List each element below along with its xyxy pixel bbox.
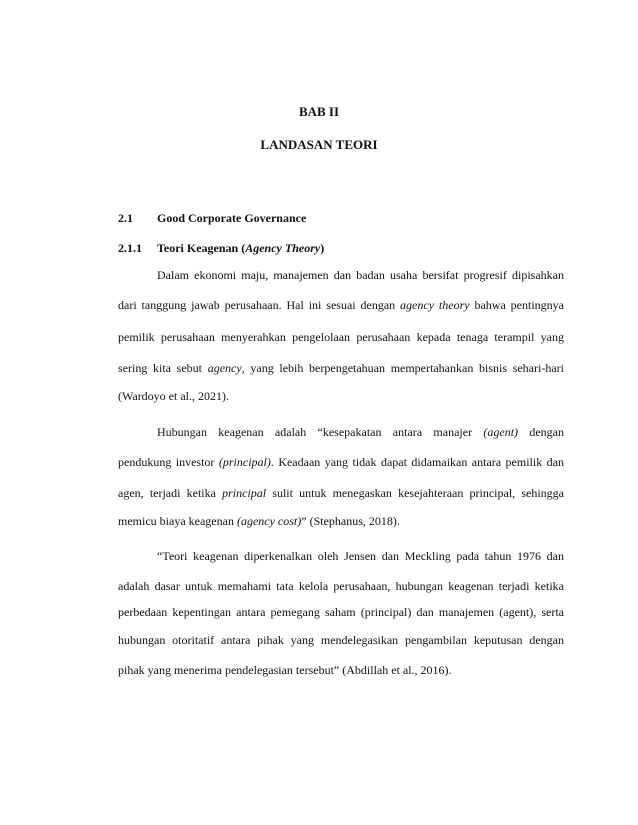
paragraph-1-line-2: dari tanggung jawab perusahaan. Hal ini sesuai dengan agency theory bahwa pentingnya (118, 298, 564, 312)
paragraph-1-line-4: sering kita sebut agency, yang lebih berpengetahuan mempertahankan bisnis sehari-hari (118, 361, 564, 375)
paragraph-1-line-1: Dalam ekonomi maju, manajemen dan badan usaha bersifat progresif dipisahkan (157, 268, 564, 282)
section-title: Good Corporate Governance (157, 211, 307, 225)
paragraph-3-line-5: pihak yang menerima pendelegasian tersebut” (Abdillah et al., 2016). (118, 663, 452, 677)
subsection-number: 2.1.1 (118, 241, 142, 255)
paragraph-3-line-1: “Teori keagenan diperkenalkan oleh Jensen dan Meckling pada tahun 1976 dan (157, 549, 564, 563)
chapter-title: LANDASAN TEORI (260, 137, 378, 152)
chapter-number: BAB II (298, 104, 340, 119)
paragraph-3-line-2: adalah dasar untuk memahami tata kelola perusahaan, hubungan keagenan terjadi ketika (118, 579, 564, 593)
paragraph-1-line-5: (Wardoyo et al., 2021). (118, 389, 229, 403)
paragraph-2-line-2: pendukung investor (principal). Keadaan yang tidak dapat didamaikan antara pemilik dan (118, 455, 564, 469)
paragraph-2-line-1: Hubungan keagenan adalah “kesepakatan antara manajer (agent) dengan (157, 425, 564, 439)
paragraph-1-line-3: pemilik perusahaan menyerahkan pengelolaan perusahaan kepada tenaga terampil yang (118, 330, 564, 344)
paragraph-2-line-3: agen, terjadi ketika principal sulit untuk menegaskan kesejahteraan principal, sehingga (118, 486, 564, 500)
section-number: 2.1 (118, 211, 133, 225)
paragraph-3-line-3: perbedaan kepentingan antara pemegang saham (principal) dan manajemen (agent), serta (118, 605, 564, 619)
subsection-title: Teori Keagenan (Agency Theory) (157, 241, 325, 255)
paragraph-2-line-4: memicu biaya keagenan (agency cost)” (Stephanus, 2018). (118, 514, 400, 528)
paragraph-3-line-4: hubungan otoritatif antara pihak yang mendelegasikan pengambilan keputusan dengan (118, 633, 564, 647)
